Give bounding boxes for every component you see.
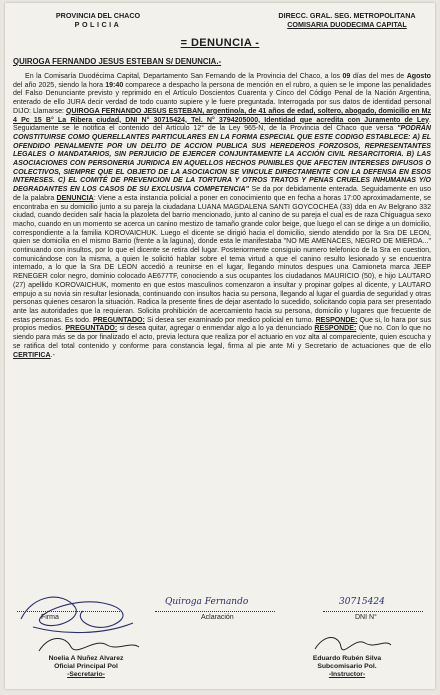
text-run: . Seguidamente se le notifica el contenido del Artículo 12° de la Ley 965-N, de la Provincia del Chaco que versa <box>13 116 431 133</box>
header-station: COMISARIA DUODECIMA CAPITAL <box>287 19 407 29</box>
month-value: Agosto <box>406 73 431 80</box>
text-run: .- <box>50 351 55 359</box>
law-article-quote: "PODRÁN CONSTITUIRSE COMO QUERELLANTES PARTICULARES EN LA FORMA ESPECIAL QUE ESTE CODIGO ESTABLECE: A) EL OFENDIDO PENALMENTE POR UN DELITO DE ACCION PUBLICA SUS HEREDEROS FORZOSOS, REPRESENTANTES LEGALES O MANDATARIOS, SIN PERJUICIO DE EJERCER CONJUNTAMENTE LA ACCIÓN CIVIL RESARCITORIA. B) LAS ASOCIACIONES CON PERSONERIA JURIDICA EN AQUELLOS HECHOS PUNIBLES QUE AFECTEN INTERESES DIFUSOS O COLECTIVOS, SIEMPRE QUE EL OBJETO DE LA ASOCIACION SE VINCULE DIRECTAMENTE CON LA DEFENSA EN ESOS INTERESES. C) EL COMITÉ DE PREVENCION DE LA TORTURA Y OTROS TRATOS Y PENAS CRUELES INHUMANAS Y/O DEGRADANTES EN LOS CASOS DE SU EXCLUSIVA COMPETENCIA" <box>13 125 431 194</box>
document-body <box>13 73 431 360</box>
header-left <box>23 12 173 29</box>
text-run: del año 2025, siendo la hora <box>13 81 106 89</box>
signature-line <box>17 611 122 612</box>
document-title: = DENUNCIA - <box>180 37 260 49</box>
handwritten-dni: 30715424 <box>339 597 385 607</box>
question-text: Si desea ser examinado por medico policial en turno. <box>144 316 316 324</box>
answer-label: RESPONDE: <box>314 325 357 333</box>
question-label: PREGUNTADO: <box>92 316 145 324</box>
question-text: si desea quitar, agregar o enmendar algo a lo ya denunciado <box>117 325 315 333</box>
hour-value: 19:40 <box>105 81 124 89</box>
instructor-rank: Subcomisario Pol. <box>317 663 377 670</box>
secretary-rank: Oficial Principal Pol <box>54 663 118 670</box>
text-run: Se da por debidamente enterada. Seguidamente en uso de la palabra <box>13 186 432 202</box>
header-direction: DIRECC. GRAL. SEG. METROPOLITANA <box>278 11 416 20</box>
denuncia-keyword: DENUNCIA <box>56 194 94 202</box>
secretary-role: -Secretario- <box>67 671 105 678</box>
dni-line <box>323 611 423 612</box>
text-run: En la Comisaría Duodécima Capital, Departamento San Fernando de la Provincia del Chaco, a los <box>25 73 343 80</box>
text-run: comparece a despacho la persona de mención en el rubro, a quien se le impone las penalidades del Falso Denunciante previsto y reprimido en el Artículo Doscientos Cuarenta y Cinco del Código Penal de la Nación Argentina, enterado de ello JURA decir verdad de todo cuanto supiere y le fuere preguntada. Interrogada por sus datos de identidad personal DIJO: Llamarse: <box>13 81 431 115</box>
instructor-block <box>277 655 417 679</box>
answer-text: Que si, lo hara por sus propios medios. <box>13 316 431 333</box>
body-paragraph <box>13 73 431 360</box>
signature-area <box>5 595 435 689</box>
header-right <box>267 12 427 29</box>
header-police: POLICIA <box>74 19 122 29</box>
text-run: días del mes de <box>350 73 407 80</box>
firma-label: Firma <box>41 614 59 621</box>
aclaracion-label: Aclaración <box>201 614 234 621</box>
instructor-name: Eduardo Rubén Silva <box>312 655 382 662</box>
complaint-narrative: : Viene a esta instancia policial a poner en conocimiento que en fecha a horas 17:00 aproximadamente, se encontraba en su domicilio junto a su pareja la ciudadana LUANA MAGDALENA SANTI GOYCOCHEA (33) dda en Av Belgrano 332 ciudad, cuando deciden salir hacia la plazoleta del barrio mencionado, junto al canino de su pareja el cual es de raza Chiguagua sexo macho, cuando en un momento se acerca un canino mestizo de tamaño grande color beige, que luego el can se dirige a un domicilio, correspondiente a la familia KOROVAICHUK. Luego el dicente se dirigió hacia el domicilio, siendo atendido por la Sra DE LEON, quien se domicilia en el mismo Barrio (frente a la laguna), donde esta le manifestaba "NO ME AMENACES, NEGRO DE MIERDA..." continuando con insultos, por lo que el dicente se retira del lugar. Posteriormente consiguio numero telefonico de la Sra en cuestion, comunicándose con la misma, a quien le solicitó hablar sobre el tema virtud a que el canino resulto lesionado y se encuentra internado, a lo que la Sra DE LEON accedió a reunirse en el lugar, llegando minutos despues una Camioneta marca JEEP RENEGER color negro, dominio colocado AE677TF, conociendo a sus ocupantes los ciudadanos MAURICIO (50), e hijo LAUTARO (27) apellido KOROVAICHUK, momento en que estos masculinos comenzaron a insultar y propinar golpes al dicente, y LAUTARO empujo a su novia sin resultar lesionada, continuando con insultos hacia su persona, llegando al lugar el guardia de seguridad y otras personas quienes cesaron la situación. Radica la presente fines de dejar asentado lo sucedido, solicitando copia para ser presentado ante las autoridades que la requieran. Solicita prohibición de acercamiento hacia su persona, domicilio y lugares que frecuente de estas personas. Es todo. <box>13 194 431 324</box>
question-label: PREGUNTADO: <box>65 325 118 333</box>
dni-label: DNI N° <box>355 614 377 621</box>
handwritten-name: Quiroga Fernando <box>165 597 249 607</box>
case-title: QUIROGA FERNANDO JESUS ESTEBAN S/ DENUNCIA.- <box>13 57 222 66</box>
document-page <box>5 3 435 689</box>
certifica-keyword: CERTIFICA <box>13 351 51 359</box>
name-line <box>155 611 275 612</box>
answer-text: Que no. Con lo que no siendo para más se da por finalizado el acto, previa lectura que realiza por el actuario en voz alta al compareciente, quien escucha y se ratifica del total contenido y conforme para constancia legal, firma al pie ante Mi y Secretario de actuaciones que de ello <box>13 325 432 350</box>
instructor-role: -Instructor- <box>328 671 366 678</box>
secretary-block <box>21 655 151 679</box>
day-value: 09 <box>342 73 351 80</box>
identity-data: QUIROGA FERNANDO JESUS ESTEBAN, argentino/a, de 41 años de edad, soltero, abogado, domicilio en Mz 4 Pc 15 B° La Ribera ciudad, DNI N° 30715424, Tel. N° 3794205000, Identidad que acredita con Juramento de Ley <box>13 107 431 124</box>
secretary-name: Noelia A Nuñez Alvarez <box>48 655 124 662</box>
answer-label: RESPONDE: <box>315 316 358 324</box>
header-province: PROVINCIA DEL CHACO <box>55 11 141 20</box>
